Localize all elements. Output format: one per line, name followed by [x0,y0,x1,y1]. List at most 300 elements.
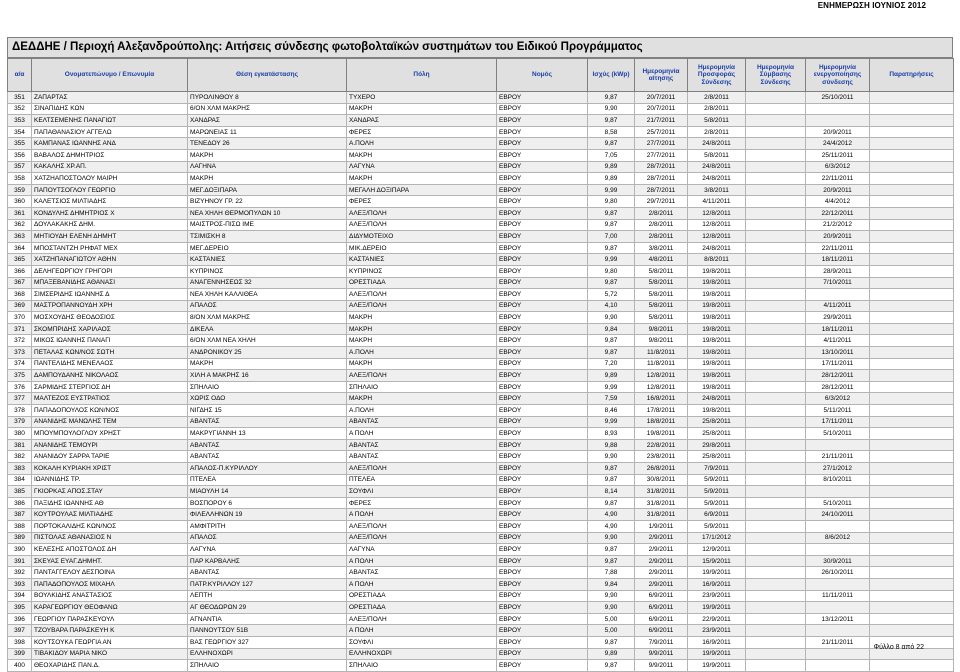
cell-prefecture: ΕΒΡΟΥ [497,648,588,660]
cell-name: ΜΠΑΞΕΒΑΝΙΔΗΣ ΑΘΑΝΑΣΙ [32,277,188,289]
table-row [8,173,954,185]
cell-city: ΣΟΥΦΛΙ [347,486,497,498]
cell-index: 380 [8,428,32,440]
cell-name: ΔΟΥΛΑΚΑΚΗΣ ΔΗΜ. [32,219,188,231]
cell-application-date: 7/9/2011 [635,636,688,648]
cell-name: ΔΑΜΠΟΥΔΑΝΗΣ ΝΙΚΟΛΑΟΣ [32,370,188,382]
cell-contract-date [746,544,806,556]
cell-power: 9,87 [588,92,635,104]
table-row [8,439,954,451]
cell-city: ΣΟΥΦΛΙ [347,636,497,648]
cell-city: ΤΥΧΕΡΟ [347,92,497,104]
cell-prefecture: ΕΒΡΟΥ [497,138,588,150]
cell-activation-date: 21/11/2011 [806,636,870,648]
cell-offer-date: 5/9/2011 [688,474,746,486]
cell-application-date: 6/9/2011 [635,590,688,602]
cell-contract-date [746,555,806,567]
cell-name: ΙΩΑΝΝΙΔΗΣ ΤΡ. [32,474,188,486]
cell-contract-date [746,428,806,440]
table-row [8,590,954,602]
cell-location: ΑΒΑΝΤΑΣ [188,567,347,579]
cell-offer-date: 25/8/2011 [688,416,746,428]
cell-contract-date [746,138,806,150]
cell-remarks [870,602,954,614]
cell-activation-date [806,115,870,127]
cell-city: ΑΛΕΞ/ΠΟΛΗ [347,300,497,312]
cell-location: ΠΤΕΛΕΑ [188,474,347,486]
cell-index: 375 [8,370,32,382]
cell-offer-date: 5/9/2011 [688,497,746,509]
table-row [8,463,954,475]
cell-remarks [870,463,954,475]
table-header-row [8,59,954,92]
cell-remarks [870,567,954,579]
cell-application-date: 2/8/2011 [635,219,688,231]
cell-remarks [870,300,954,312]
cell-power: 9,87 [588,277,635,289]
cell-contract-date [746,474,806,486]
cell-index: 386 [8,497,32,509]
cell-location: ΑΠΑΛΟΣ-Π.ΚΥΡΙΛΛΟΥ [188,463,347,475]
cell-city: ΑΒΑΝΤΑΣ [347,567,497,579]
cell-activation-date: 4/4/2012 [806,196,870,208]
table-row [8,300,954,312]
cell-prefecture: ΕΒΡΟΥ [497,115,588,127]
cell-index: 389 [8,532,32,544]
cell-activation-date: 8/10/2011 [806,474,870,486]
cell-prefecture: ΕΒΡΟΥ [497,393,588,405]
cell-power: 7,20 [588,358,635,370]
cell-index: 364 [8,242,32,254]
cell-contract-date [746,103,806,115]
cell-offer-date: 22/9/2011 [688,613,746,625]
cell-application-date: 28/7/2011 [635,184,688,196]
cell-prefecture: ΕΒΡΟΥ [497,323,588,335]
cell-application-date: 20/7/2011 [635,103,688,115]
cell-name: ΑΝΑΝΙΔΗΣ ΤΕΜΟΥΡΙ [32,439,188,451]
cell-location: ΧΑΝΔΡΑΣ [188,115,347,127]
cell-city: ΑΛΕΞ/ΠΟΛΗ [347,370,497,382]
cell-application-date: 11/8/2011 [635,358,688,370]
cell-contract-date [746,451,806,463]
cell-offer-date: 19/8/2011 [688,300,746,312]
cell-index: 397 [8,625,32,637]
cell-location: ΠΑΝΝΟΥΤΣΟΥ 51Β [188,625,347,637]
cell-location: ΜΑΚΡΥΓΙΑΝΝΗ 13 [188,428,347,440]
cell-offer-date: 24/8/2011 [688,138,746,150]
cell-name: ΜΑΣΤΡΟΠΑΝΝΟΥΔΗ ΧΡΗ [32,300,188,312]
cell-remarks [870,590,954,602]
cell-contract-date [746,115,806,127]
cell-index: 394 [8,590,32,602]
cell-prefecture: ΕΒΡΟΥ [497,347,588,359]
cell-contract-date [746,173,806,185]
cell-application-date: 17/8/2011 [635,405,688,417]
cell-location: ΜΑΙΣΤΡΟΣ-ΠΙΣΩ ΙΜΕ [188,219,347,231]
col-header-power: Ισχύς (kWp) [588,59,635,92]
cell-city: Α.ΠΟΛΗ [347,405,497,417]
cell-offer-date: 24/8/2011 [688,161,746,173]
cell-city: Α ΠΟΛΗ [347,555,497,567]
cell-index: 378 [8,405,32,417]
cell-contract-date [746,300,806,312]
cell-power: 9,90 [588,312,635,324]
cell-index: 383 [8,463,32,475]
cell-offer-date: 2/8/2011 [688,92,746,104]
cell-location: ΑΓ ΘΕΟΔΩΡΩΝ 29 [188,602,347,614]
cell-contract-date [746,497,806,509]
cell-activation-date: 6/3/2012 [806,393,870,405]
cell-prefecture: ΕΒΡΟΥ [497,265,588,277]
table-row [8,184,954,196]
cell-offer-date: 4/11/2011 [688,196,746,208]
cell-contract-date [746,219,806,231]
cell-name: ΤΖΟΥΒΑΡΑ ΠΑΡΑΣΚΕΥΗ Κ [32,625,188,637]
cell-city: ΑΛΕΞ/ΠΟΛΗ [347,532,497,544]
cell-offer-date: 19/8/2011 [688,323,746,335]
cell-remarks [870,451,954,463]
cell-name: ΚΟΥΤΣΟΥΚΑ ΓΕΩΡΓΙΑ ΑΝ [32,636,188,648]
cell-activation-date [806,486,870,498]
cell-offer-date: 23/9/2011 [688,625,746,637]
cell-remarks [870,196,954,208]
cell-contract-date [746,207,806,219]
cell-name: ΚΕΛΤΣΕΜΕΝΗΣ ΠΑΝΑΓΙΩΤ [32,115,188,127]
cell-offer-date: 7/9/2011 [688,463,746,475]
cell-offer-date: 24/8/2011 [688,242,746,254]
cell-offer-date: 19/8/2011 [688,312,746,324]
cell-city: ΛΑΓΥΝΑ [347,544,497,556]
cell-remarks [870,254,954,266]
table-row [8,625,954,637]
cell-contract-date [746,312,806,324]
cell-offer-date: 19/8/2011 [688,265,746,277]
table-row [8,323,954,335]
table-row [8,92,954,104]
cell-prefecture: ΕΒΡΟΥ [497,231,588,243]
cell-index: 355 [8,138,32,150]
cell-application-date: 6/9/2011 [635,613,688,625]
cell-name: ΜΑΛΤΕΖΟΣ ΕΥΣΤΡΑΤΙΟΣ [32,393,188,405]
cell-index: 371 [8,323,32,335]
cell-contract-date [746,196,806,208]
cell-contract-date [746,254,806,266]
cell-remarks [870,207,954,219]
cell-offer-date: 12/8/2011 [688,207,746,219]
cell-activation-date: 4/11/2011 [806,335,870,347]
cell-application-date: 5/8/2011 [635,265,688,277]
cell-application-date: 1/9/2011 [635,520,688,532]
cell-location: ΛΕΠΤΗ [188,590,347,602]
cell-power: 9,87 [588,555,635,567]
table-row [8,486,954,498]
cell-power: 9,89 [588,161,635,173]
cell-name: ΠΕΤΑΛΑΣ ΚΩΝ/ΝΟΣ ΣΩΤΗ [32,347,188,359]
cell-prefecture: ΕΒΡΟΥ [497,486,588,498]
cell-power: 9,90 [588,532,635,544]
cell-activation-date [806,103,870,115]
cell-application-date: 31/8/2011 [635,509,688,521]
cell-offer-date: 19/9/2011 [688,567,746,579]
cell-contract-date [746,660,806,672]
col-header-contract-date: Ημερομηνία Σύμβασης Σύνδεσης [746,59,806,92]
cell-location: ΑΠΑΛΟΣ [188,300,347,312]
cell-index: 373 [8,347,32,359]
cell-activation-date: 28/12/2011 [806,381,870,393]
cell-prefecture: ΕΒΡΟΥ [497,207,588,219]
cell-application-date: 21/7/2011 [635,115,688,127]
table-row [8,520,954,532]
cell-contract-date [746,149,806,161]
cell-location: ΑΒΑΝΤΑΣ [188,439,347,451]
cell-prefecture: ΕΒΡΟΥ [497,532,588,544]
table-row [8,126,954,138]
cell-prefecture: ΕΒΡΟΥ [497,289,588,301]
cell-contract-date [746,636,806,648]
cell-application-date: 3/8/2011 [635,242,688,254]
cell-index: 360 [8,196,32,208]
cell-location: ΣΠΗΛΑΙΟ [188,381,347,393]
cell-name: ΚΟΝΔΥΛΗΣ ΔΗΜΗΤΡΙΟΣ Χ [32,207,188,219]
table-row [8,115,954,127]
cell-remarks [870,358,954,370]
table-row [8,555,954,567]
cell-offer-date: 5/8/2011 [688,149,746,161]
cell-city: Α ΠΟΛΗ [347,625,497,637]
cell-offer-date: 25/8/2011 [688,451,746,463]
cell-prefecture: ΕΒΡΟΥ [497,161,588,173]
cell-application-date: 2/9/2011 [635,567,688,579]
cell-location: ΑΓΝΑΝΤΙΑ [188,613,347,625]
cell-name: ΓΕΩΡΓΙΟΥ ΠΑΡΑΣΚΕΥΟΥΛ [32,613,188,625]
cell-name: ΚΑΚΑΛΗΣ ΧΡ.ΑΠ. [32,161,188,173]
table-body [8,92,954,672]
cell-location: ΑΠΑΛΟΣ [188,532,347,544]
cell-prefecture: ΕΒΡΟΥ [497,312,588,324]
table-row [8,660,954,672]
cell-index: 388 [8,520,32,532]
cell-remarks [870,520,954,532]
table-row [8,103,954,115]
cell-power: 9,87 [588,335,635,347]
cell-power: 9,89 [588,648,635,660]
table-row [8,231,954,243]
cell-city: Α ΠΟΛΗ [347,509,497,521]
cell-power: 9,87 [588,544,635,556]
cell-name: ΠΑΞΙΔΗΣ ΙΩΑΝΝΗΣ ΑΘ [32,497,188,509]
cell-offer-date: 5/9/2011 [688,486,746,498]
cell-power: 7,00 [588,231,635,243]
cell-application-date: 20/7/2011 [635,92,688,104]
cell-offer-date: 19/9/2011 [688,602,746,614]
cell-city: ΜΑΚΡΗ [347,335,497,347]
cell-prefecture: ΕΒΡΟΥ [497,173,588,185]
cell-contract-date [746,370,806,382]
cell-city: ΜΕΓΑΛΗ ΔΟΞΙΠΑΡΑ [347,184,497,196]
cell-remarks [870,103,954,115]
cell-location: ΑΝΑΓΕΝΝΗΣΕΩΣ 32 [188,277,347,289]
cell-power: 5,00 [588,613,635,625]
cell-location: ΠΥΡΟΛΙΝΘΟΥ 8 [188,92,347,104]
table-row [8,578,954,590]
cell-activation-date: 24/10/2011 [806,509,870,521]
cell-activation-date: 26/10/2011 [806,567,870,579]
cell-remarks [870,126,954,138]
cell-power: 9,87 [588,115,635,127]
cell-index: 395 [8,602,32,614]
cell-activation-date: 25/11/2011 [806,149,870,161]
cell-remarks [870,613,954,625]
cell-application-date: 26/8/2011 [635,463,688,475]
cell-remarks [870,578,954,590]
cell-city: Α.ΠΟΛΗ [347,347,497,359]
cell-activation-date: 5/11/2011 [806,405,870,417]
cell-prefecture: ΕΒΡΟΥ [497,335,588,347]
cell-location: ΛΑΓΗΝΑ [188,161,347,173]
cell-location: ΒΟΣΠΟΡΟΥ 6 [188,497,347,509]
cell-contract-date [746,416,806,428]
cell-activation-date: 8/6/2012 [806,532,870,544]
cell-index: 385 [8,486,32,498]
cell-index: 392 [8,567,32,579]
cell-offer-date: 5/8/2011 [688,115,746,127]
cell-city: ΣΠΗΛΑΙΟ [347,381,497,393]
cell-contract-date [746,126,806,138]
cell-power: 4,90 [588,509,635,521]
cell-index: 374 [8,358,32,370]
cell-offer-date: 15/9/2011 [688,555,746,567]
cell-offer-date: 12/8/2011 [688,219,746,231]
cell-location: ΣΠΗΛΑΙΟ [188,660,347,672]
cell-power: 9,90 [588,103,635,115]
cell-name: ΠΑΠΟΥΤΣΟΓΛΟΥ ΓΕΩΡΓΙΟ [32,184,188,196]
cell-city: ΟΡΕΣΤΙΑΔΑ [347,602,497,614]
cell-prefecture: ΕΒΡΟΥ [497,381,588,393]
cell-location: ΤΣΙΜΙΣΚΗ 8 [188,231,347,243]
cell-application-date: 9/9/2011 [635,660,688,672]
cell-location: ΝΕΑ ΧΗΛΗ ΘΕΡΜΟΠΥΛΩΝ 10 [188,207,347,219]
cell-city: ΑΛΕΞ/ΠΟΛΗ [347,289,497,301]
cell-name: ΒΑΒΑΛΟΣ ΔΗΜΗΤΡΙΟΣ [32,149,188,161]
cell-city: ΜΙΚ.ΔΕΡΕΙΟ [347,242,497,254]
cell-contract-date [746,463,806,475]
cell-offer-date: 25/8/2011 [688,428,746,440]
cell-remarks [870,323,954,335]
cell-remarks [870,555,954,567]
cell-contract-date [746,590,806,602]
cell-name: ΠΑΝΤΑΓΓΕΛΟΥ ΔΕΣΠΟΙΝΑ [32,567,188,579]
cell-location: ΜΕΓ.ΔΕΡΕΙΟ [188,242,347,254]
cell-offer-date: 24/8/2011 [688,393,746,405]
cell-prefecture: ΕΒΡΟΥ [497,149,588,161]
table-row [8,416,954,428]
cell-activation-date: 22/12/2011 [806,207,870,219]
cell-location: ΒΑΣ ΓΕΩΡΓΙΟΥ 327 [188,636,347,648]
cell-power: 9,87 [588,138,635,150]
cell-activation-date [806,439,870,451]
cell-city: ΕΛΛΗΝΟΧΩΡΙ [347,648,497,660]
cell-name: ΣΚΕΥΑΣ ΕΥΑΓ.ΔΗΜΗΤ. [32,555,188,567]
cell-location: ΒΙΖΥΗΝΟΥ ΓΡ. 22 [188,196,347,208]
cell-activation-date: 17/11/2011 [806,416,870,428]
cell-remarks [870,335,954,347]
cell-contract-date [746,405,806,417]
cell-name: ΔΕΛΗΓΕΩΡΓΙΟΥ ΓΡΗΓΟΡΙ [32,265,188,277]
cell-city: ΛΑΓΥΝΑ [347,161,497,173]
cell-city: ΜΑΚΡΗ [347,358,497,370]
cell-name: ΧΑΤΖΗΑΠΟΣΤΟΛΟΥ ΜΑΙΡΗ [32,173,188,185]
cell-power: 9,87 [588,660,635,672]
cell-offer-date: 19/8/2011 [688,289,746,301]
cell-index: 382 [8,451,32,463]
cell-prefecture: ΕΒΡΟΥ [497,439,588,451]
cell-offer-date: 19/8/2011 [688,277,746,289]
cell-prefecture: ΕΒΡΟΥ [497,92,588,104]
cell-city: ΦΕΡΕΣ [347,126,497,138]
cell-application-date: 5/8/2011 [635,312,688,324]
cell-city: ΑΛΕΞ/ΠΟΛΗ [347,207,497,219]
cell-power: 9,80 [588,265,635,277]
cell-prefecture: ΕΒΡΟΥ [497,602,588,614]
cell-remarks [870,393,954,405]
table-row [8,636,954,648]
cell-contract-date [746,602,806,614]
cell-power: 9,87 [588,347,635,359]
cell-city: ΑΛΕΞ/ΠΟΛΗ [347,613,497,625]
cell-prefecture: ΕΒΡΟΥ [497,254,588,266]
table-row [8,196,954,208]
cell-offer-date: 5/9/2011 [688,520,746,532]
cell-activation-date: 4/11/2011 [806,300,870,312]
cell-contract-date [746,578,806,590]
cell-contract-date [746,625,806,637]
cell-location: ΤΕΝΕΔΟΥ 26 [188,138,347,150]
cell-activation-date [806,289,870,301]
cell-activation-date: 25/10/2011 [806,92,870,104]
cell-contract-date [746,161,806,173]
cell-name: ΜΠΟΣΤΑΝΤΖΗ ΡΗΦΑΤ ΜΕΧ [32,242,188,254]
cell-application-date: 4/8/2011 [635,254,688,266]
cell-index: 357 [8,161,32,173]
cell-prefecture: ΕΒΡΟΥ [497,590,588,602]
col-header-location: Θέση εγκατάστασης [188,59,347,92]
cell-activation-date [806,625,870,637]
cell-contract-date [746,231,806,243]
col-header-application-date: Ημερομηνία αίτησης [635,59,688,92]
cell-name: ΚΑΜΠΑΝΑΣ ΙΩΑΝΝΗΣ ΑΝΔ [32,138,188,150]
cell-prefecture: ΕΒΡΟΥ [497,497,588,509]
cell-power: 8,46 [588,405,635,417]
cell-remarks [870,92,954,104]
cell-location: ΜΑΚΡΗ [188,358,347,370]
cell-contract-date [746,613,806,625]
cell-power: 9,87 [588,636,635,648]
cell-activation-date [806,578,870,590]
cell-application-date: 9/9/2011 [635,648,688,660]
col-header-offer-date: Ημερομηνία Προσφοράς Σύνδεσης [688,59,746,92]
cell-location: ΜΕΓ.ΔΟΞΙΠΑΡΑ [188,184,347,196]
cell-remarks [870,231,954,243]
cell-location: ΚΥΠΡΙΝΟΣ [188,265,347,277]
cell-index: 353 [8,115,32,127]
cell-index: 365 [8,254,32,266]
cell-location: ΠΑΤΡ.ΚΥΡΙΛΛΟΥ 127 [188,578,347,590]
cell-power: 9,90 [588,590,635,602]
cell-name: ΑΝΑΝΙΔΟΥ ΣΑΡΡΑ ΤΑΡΙΕ [32,451,188,463]
cell-name: ΖΑΠΑΡΤΑΣ [32,92,188,104]
cell-city: ΟΡΕΣΤΙΑΔΑ [347,277,497,289]
cell-power: 9,80 [588,196,635,208]
